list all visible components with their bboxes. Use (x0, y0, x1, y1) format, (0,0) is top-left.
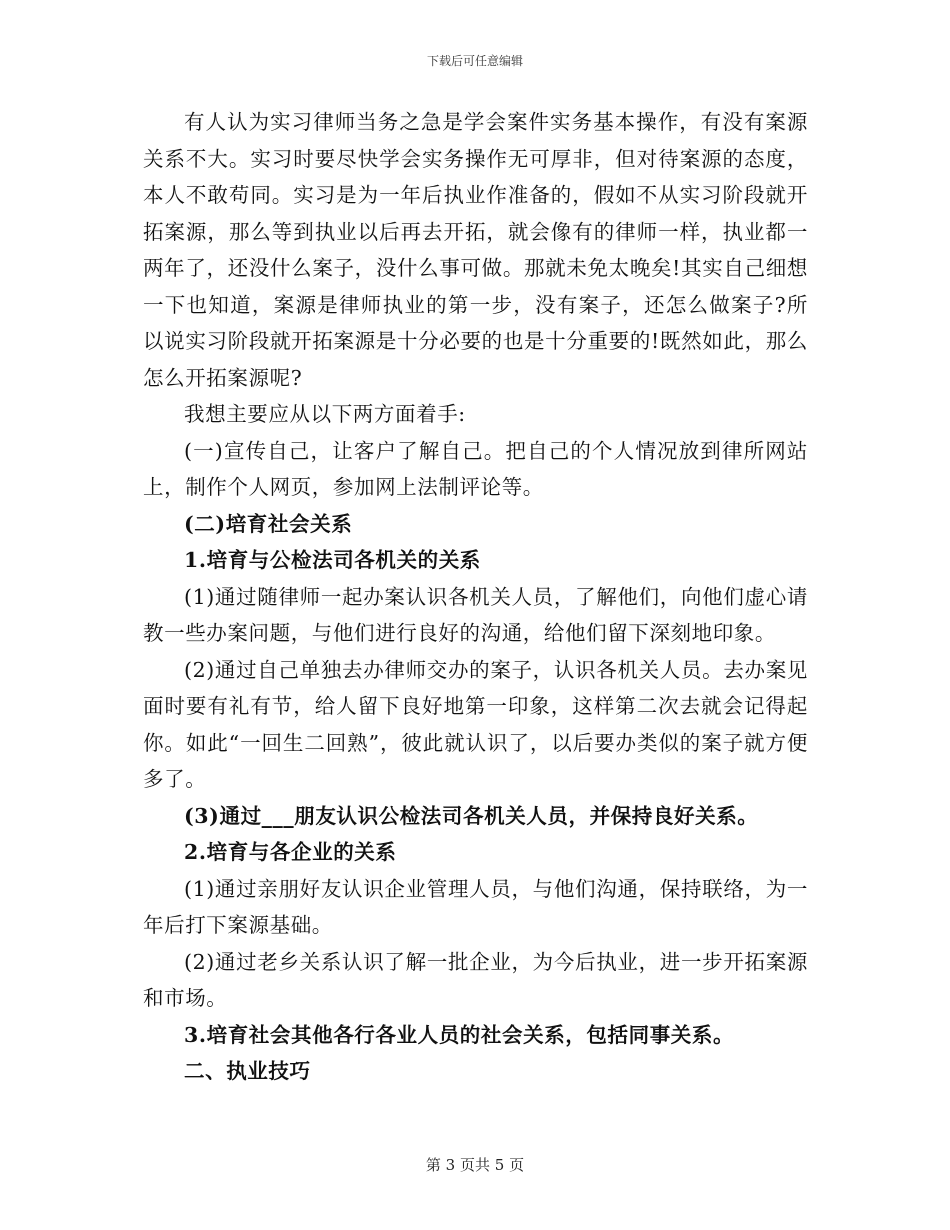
paragraph-case-source-intro: 有人认为实习律师当务之急是学会案件实务基本操作，有没有案源关系不大。实习时要尽快学会实务操作无可厚非，但对待案源的态度，本人不敢苟同。实习是为一年后执业作准备的，假如不从实习阶段就开拓案源，那么等到执业以后再去开拓，就会像有的律师一样，执业都一两年了，还没什么案子，没什么事可做。那就未免太晚矣!其实自己细想一下也知道，案源是律师执业的第一步，没有案子，还怎么做案子?所以说实习阶段就开拓案源是十分必要的也是十分重要的!既然如此，那么怎么开拓案源呢? (143, 110, 808, 390)
paragraph-item-1-2: (2)通过自己单独去办律师交办的案子，认识各机关人员。去办案见面时要有礼有节，给人留下良好地第一印象，这样第二次去就会记得起你。如此“一回生二回熟”，彼此就认识了，以后要办类似的案子就方便多了。 (143, 657, 808, 791)
heading-other-relations: 3.培育社会其他各行各业人员的社会关系，包括同事关系。 (184, 1022, 735, 1047)
document-body (143, 104, 808, 1090)
paragraph-item-1-3: (3)通过___朋友认识公检法司各机关人员，并保持良好关系。 (184, 803, 759, 828)
paragraph-item-2-2: (2)通过老乡关系认识了解一批企业，为今后执业，进一步开拓案源和市场。 (143, 949, 808, 1010)
paragraph-item-2-1: (1)通过亲朋好友认识企业管理人员，与他们沟通，保持联络，为一年后打下案源基础。 (143, 876, 808, 937)
page-header: 下载后可任意编辑 (426, 54, 523, 68)
heading-government-relations: 1.培育与公检法司各机关的关系 (184, 548, 481, 572)
page-footer: 第 3 页共 5 页 (425, 1156, 525, 1174)
paragraph-promote-self: (一)宣传自己，让客户了解自己。把自己的个人情况放到律所网站上，制作个人网页，参加网上法制评论等。 (143, 438, 808, 499)
heading-practice-skills: 二、执业技巧 (184, 1059, 311, 1083)
paragraph-item-1-1: (1)通过随律师一起办案认识各机关人员，了解他们，向他们虚心请教一些办案问题，与他们进行良好的沟通，给他们留下深刻地印象。 (143, 584, 808, 645)
heading-social-relations: (二)培育社会关系 (184, 511, 353, 536)
paragraph-two-aspects: 我想主要应从以下两方面着手: (184, 402, 466, 426)
heading-enterprise-relations: 2.培育与各企业的关系 (184, 840, 397, 864)
